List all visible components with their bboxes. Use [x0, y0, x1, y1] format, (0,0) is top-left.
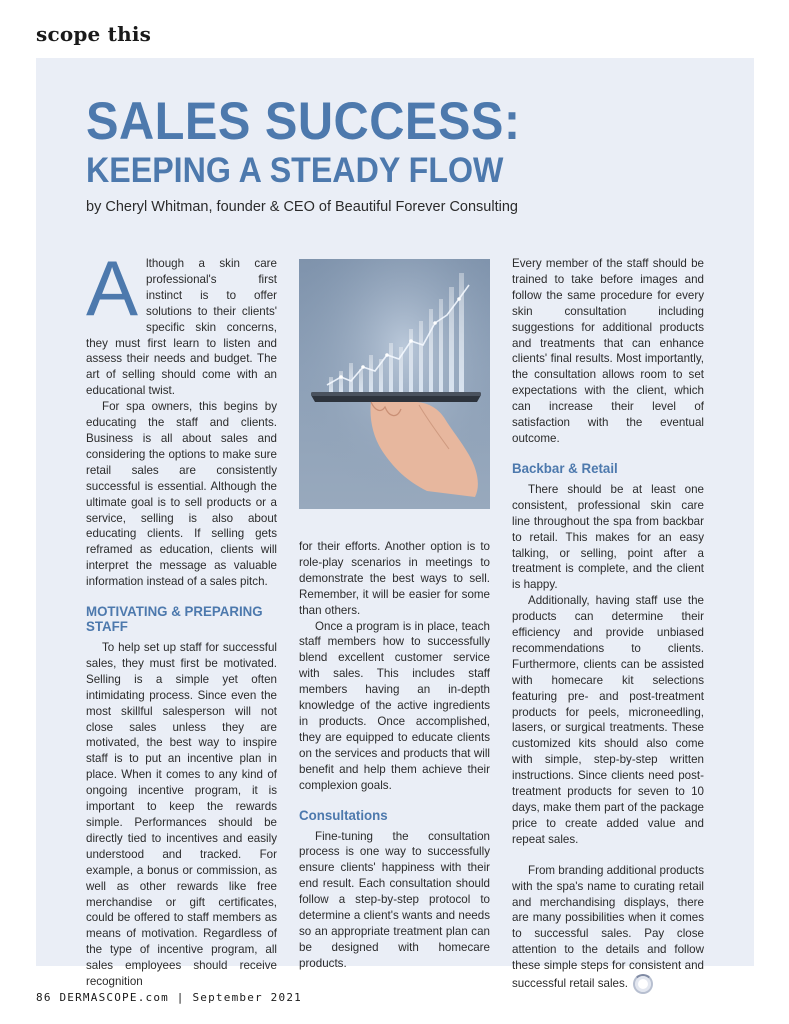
byline: by Cheryl Whitman, founder & CEO of Beautiful Forever Consulting — [86, 199, 518, 215]
article-subtitle: KEEPING A STEADY FLOW — [86, 151, 504, 190]
intro-paragraph — [86, 244, 277, 399]
closing-text: From branding additional products with the spa's name to curating retail and merchandising displays, there are many possibilities when it comes to successful sales. Pay close attention to the details and follow these simple steps for consistent and successful retail sales. — [512, 863, 704, 991]
end-mark-icon — [633, 974, 653, 994]
section-tag: scope this — [36, 22, 152, 46]
paragraph: To help set up staff for successful sales, they must first be motivated. Selling is a simple yet often intimidating process. Since even the most skillful salesperson will not close sales unless they are motivated, the best way to inspire staff is to put an incentive plan in place. When it comes to any kind of ongoing incentive program, it is important to keep the rewards simple. Performances should be directly tied to incentives and easily understood and tracked. For example, a bonus or commission, as well as other rewards like free merchandise or gift certificates, could be offered to staff members as means of motivation. Regardless of the type of incentive program, all sales employees should receive recognition — [86, 641, 277, 989]
hand-tablet-growth-chart-image — [299, 259, 490, 509]
intro-text: lthough a skin care professional's first instinct is to offer solutions to their clients' specific skin concerns, they must first learn to listen and assess their needs and budget. The art of selling should come with an educational twist. — [86, 257, 277, 398]
article-title: SALES SUCCESS: — [86, 92, 521, 151]
column-3 — [512, 256, 704, 994]
growth-chart-illustration — [299, 259, 490, 509]
subhead-consultations: Consultations — [299, 806, 388, 823]
drop-cap: A — [86, 244, 139, 332]
paragraph: Every member of the staff should be trained to take before images and follow the same procedure for every skin consultation including suggestions for additional products and treatments that can enhance clients' final results. Most importantly, the consultation allows room to set expectations with the client, which can increase their level of satisfaction with the eventual outcome. — [512, 257, 704, 445]
paragraph: for their efforts. Another option is to role-play scenarios in meetings to demonstrate the best ways to sell. Remember, it will be easier for some than others. — [299, 540, 490, 617]
page-footer: 86 DERMASCOPE.com | September 2021 — [36, 991, 302, 1004]
paragraph: For spa owners, this begins by educating the staff and clients. Business is all about sales and considering the options to make sure retail sales are consistently successful is essential. Although the ultimate goal is to sell products or a service, selling is also about educating clients. If selling gets reframed as education, clients will interpret the message as valuable information instead of a sales pitch. — [86, 400, 277, 589]
column-2 — [299, 539, 490, 972]
paragraph: Once a program is in place, teach staff members how to successfully blend excellent customer service with sales. This includes staff members having an in-depth knowledge of the active ingredients in products. Once accomplished, they are equipped to educate clients on the services and products that will benefit and help them achieve their complexion goals. — [299, 619, 490, 792]
paragraph: Additionally, having staff use the products can determine their efficiency and provide unbiased recommendations to clients. Furthermore, clients can be assisted with homecare kit selections featuring pre- and post-treatment products for peels, microneedling, lasers, or surgical treatments. These customized kits should also come with simple, step-by-step written instructions. Since clients need post-treatment products for seven to 10 days, make them part of the package price to create added value and repeat sales. — [512, 594, 704, 846]
column-1 — [86, 244, 277, 990]
subhead-backbar-retail: Backbar & Retail — [512, 459, 618, 476]
closing-paragraph — [512, 863, 704, 994]
paragraph: There should be at least one consistent, professional skin care line throughout the spa from backbar to retail. This makes for an easy talking, or selling, point after a treatment is complete, and the client is happy. — [512, 482, 704, 592]
subhead-motivating-staff: MOTIVATING & PREPARING STAFF — [86, 603, 263, 635]
paragraph: Fine-tuning the consultation process is one way to successfully ensure clients' happiness with their end result. Each consultation should follow a step-by-step protocol to determine a client's wants and needs so an appropriate treatment plan can be designed with homecare products. — [299, 829, 490, 970]
